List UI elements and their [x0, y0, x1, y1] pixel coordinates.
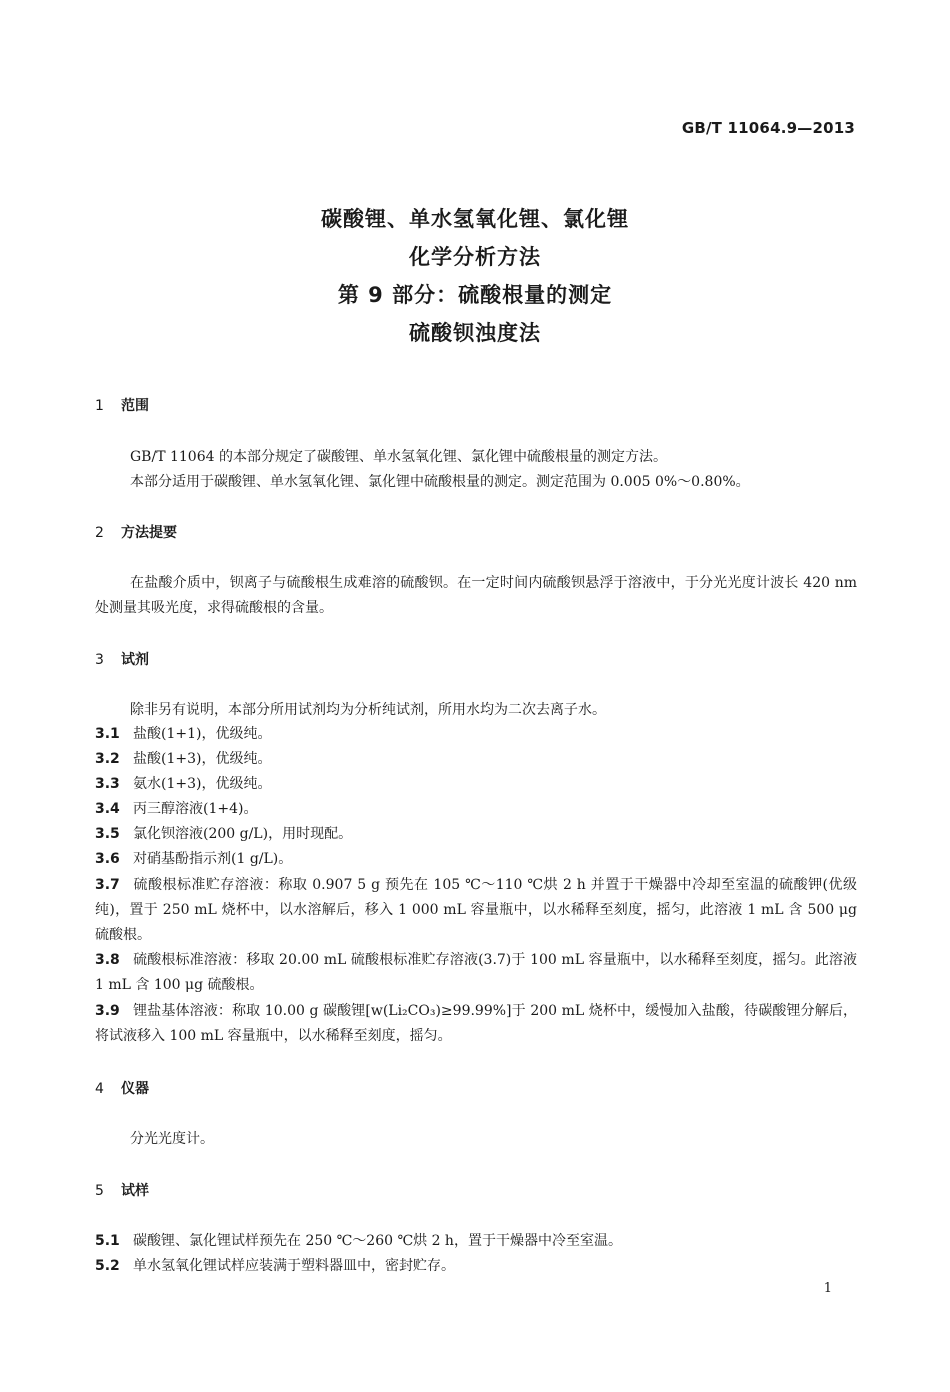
item-text: 碳酸锂、氯化锂试样预先在 250 ℃～260 ℃烘 2 h，置于干燥器中冷至室温。: [133, 1233, 622, 1249]
reagent-3-7: [95, 873, 857, 948]
standard-number: GB/T 11064.9—2013: [681, 119, 855, 137]
reagent-3-8: [95, 948, 857, 998]
item-text: 盐酸(1+1)，优级纯。: [133, 726, 272, 742]
reagent-3-9: [95, 999, 857, 1049]
section-title: 方法提要: [121, 525, 177, 541]
section-2-heading: [95, 522, 177, 542]
title-line-1: 碳酸锂、单水氢氧化锂、氯化锂: [321, 207, 629, 231]
item-text: 锂盐基体溶液：称取 10.00 g 碳酸锂[w(Li₂CO₃)≥99.99%]于 200 mL 烧杯中，缓慢加入盐酸，待碳酸锂分解后，将试液移入 100 mL 容量瓶中，以水稀释至刻度，摇匀。: [95, 1003, 857, 1044]
section-3-heading: [95, 649, 149, 669]
item-number: 3.7: [95, 877, 120, 893]
section-1-heading: [95, 395, 149, 415]
section-4-heading: [95, 1078, 149, 1098]
item-number: 3.3: [95, 776, 120, 792]
sample-5-2: [95, 1254, 857, 1279]
section-title: 试样: [121, 1183, 149, 1199]
item-number: 5.2: [95, 1258, 120, 1274]
section-4-paragraph-1: 分光光度计。: [130, 1131, 214, 1147]
section-number: 5: [95, 1183, 104, 1199]
item-number: 3.8: [95, 952, 120, 968]
reagent-3-3: [95, 772, 857, 797]
section-3-intro: 除非另有说明，本部分所用试剂均为分析纯试剂，所用水均为二次去离子水。: [130, 702, 606, 718]
item-number: 3.6: [95, 851, 120, 867]
item-number: 3.1: [95, 726, 120, 742]
item-text: 丙三醇溶液(1+4)。: [133, 801, 258, 817]
title-line-4: 硫酸钡浊度法: [409, 321, 541, 345]
section-number: 4: [95, 1081, 104, 1097]
item-text: 对硝基酚指示剂(1 g/L)。: [133, 851, 293, 867]
reagent-3-4: [95, 797, 857, 822]
sample-5-1: [95, 1229, 857, 1254]
item-text: 氨水(1+3)，优级纯。: [133, 776, 272, 792]
reagent-3-5: [95, 822, 857, 847]
reagent-3-2: [95, 747, 857, 772]
item-number: 3.2: [95, 751, 120, 767]
item-number: 3.5: [95, 826, 120, 842]
section-number: 1: [95, 398, 104, 414]
reagent-3-6: [95, 847, 857, 872]
section-number: 3: [95, 652, 104, 668]
title-line-2: 化学分析方法: [409, 245, 541, 269]
item-number: 5.1: [95, 1233, 120, 1249]
item-text: 氯化钡溶液(200 g/L)，用时现配。: [133, 826, 353, 842]
section-1-paragraph-1: GB/T 11064 的本部分规定了碳酸锂、单水氢氧化锂、氯化锂中硫酸根量的测定方法。: [130, 449, 667, 465]
item-number: 3.4: [95, 801, 120, 817]
item-text: 硫酸根标准溶液：移取 20.00 mL 硫酸根标准贮存溶液(3.7)于 100 mL 容量瓶中，以水稀释至刻度，摇匀。此溶液 1 mL 含 100 μg 硫酸根。: [95, 952, 857, 993]
title-line-3: 第 9 部分：硫酸根量的测定: [337, 283, 613, 307]
section-title: 试剂: [121, 652, 149, 668]
document-title: [0, 200, 950, 352]
item-number: 3.9: [95, 1003, 120, 1019]
item-text: 单水氢氧化锂试样应装满于塑料器皿中，密封贮存。: [133, 1258, 455, 1274]
section-title: 范围: [121, 398, 149, 414]
item-text: 盐酸(1+3)，优级纯。: [133, 751, 272, 767]
item-text: 硫酸根标准贮存溶液：称取 0.907 5 g 预先在 105 ℃～110 ℃烘 2 h 并置于干燥器中冷却至室温的硫酸钾(优级纯)，置于 250 mL 烧杯中，以水溶解后，移入 1 000 mL 容量瓶中，以水稀释至刻度，摇匀，此溶液 1 mL 含 500 μg 硫酸根。: [95, 877, 857, 943]
page-number: 1: [823, 1281, 832, 1296]
section-title: 仪器: [121, 1081, 149, 1097]
reagent-3-1: [95, 722, 857, 747]
section-number: 2: [95, 525, 104, 541]
section-5-heading: [95, 1180, 149, 1200]
section-1-paragraph-2: 本部分适用于碳酸锂、单水氢氧化锂、氯化锂中硫酸根量的测定。测定范围为 0.005 0%～0.80%。: [130, 474, 750, 490]
section-2-paragraph-1: 在盐酸介质中，钡离子与硫酸根生成难溶的硫酸钡。在一定时间内硫酸钡悬浮于溶液中，于分光光度计波长 420 nm 处测量其吸光度，求得硫酸根的含量。: [95, 575, 857, 616]
